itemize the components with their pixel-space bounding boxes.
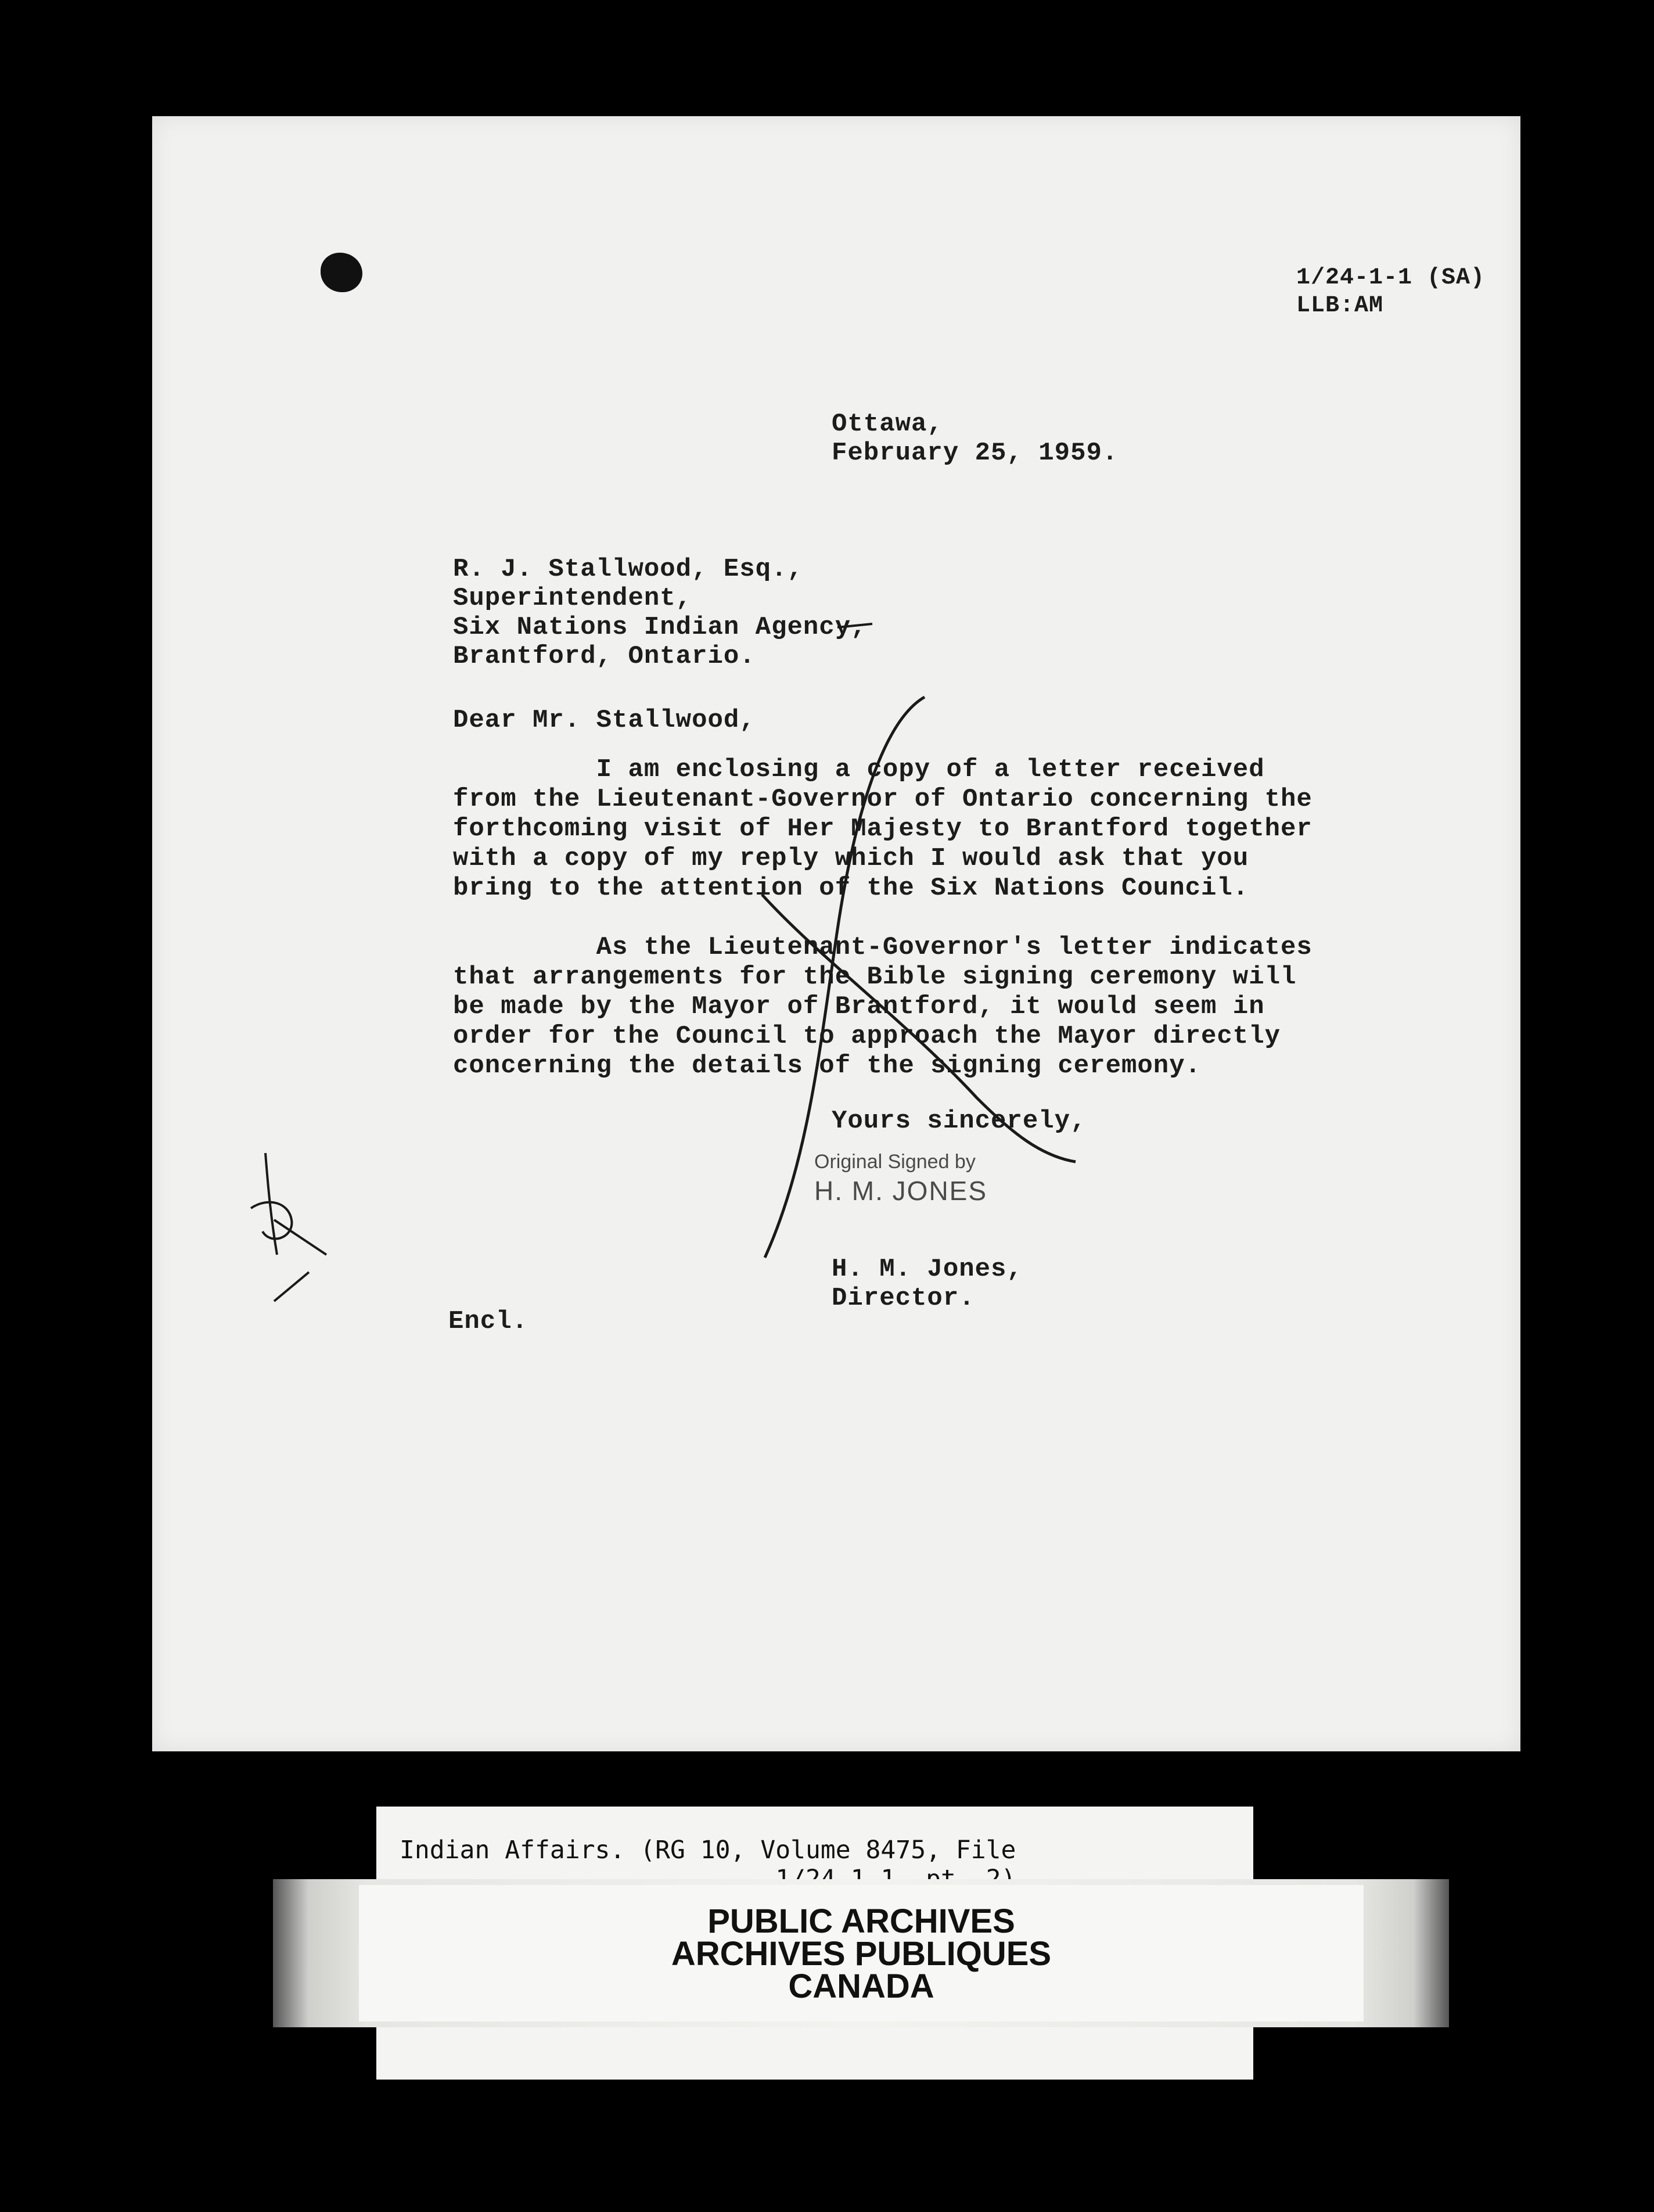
closing: Yours sincerely, [832,1107,1087,1136]
archive-label-line-3: CANADA [788,1967,934,2005]
archive-label-text [359,1902,1364,2005]
body-line: that arrangements for the Bible signing ceremony will [453,963,1297,992]
typist-initials: LLB:AM [1296,293,1384,319]
stamp-line-2: H. M. JONES [814,1176,988,1206]
signer-title: Director. [832,1284,975,1313]
caption-line-1: Indian Affairs. (RG 10, Volume 8475, File [400,1836,1016,1865]
body-line: with a copy of my reply which I would ask that you [453,844,1249,873]
body-line: concerning the details of the signing ceremony. [453,1051,1202,1080]
letter-page [152,116,1520,1751]
body-line: from the Lieutenant-Governor of Ontario concerning the [453,785,1313,814]
body-line: order for the Council to approach the Mayor directly [453,1022,1281,1051]
stamp-line-1: Original Signed by [814,1151,976,1173]
recipient-line: Superintendent, [453,584,692,613]
pen-marks [152,116,1520,1751]
body-line: forthcoming visit of Her Majesty to Brantford together [453,814,1313,843]
pen-stroke-diagonal [765,697,925,1258]
handwritten-initials [251,1153,326,1255]
letter-date: February 25, 1959. [832,439,1119,468]
archive-label-line-2: ARCHIVES PUBLIQUES [671,1935,1052,1973]
pen-tick [274,1272,309,1301]
body-line: be made by the Mayor of Brantford, it would seem in [453,992,1265,1021]
archive-label-line-1: PUBLIC ARCHIVES [707,1902,1015,1940]
signer-name: H. M. Jones, [832,1255,1023,1284]
archive-label-strip [273,1879,1449,2027]
body-line: I am enclosing a copy of a letter received [453,755,1265,784]
archive-label [359,1885,1364,2021]
pen-stroke-cross [762,895,1076,1162]
recipient-line: Brantford, Ontario. [453,642,756,671]
file-reference: 1/24-1-1 (SA) [1296,265,1486,291]
salutation: Dear Mr. Stallwood, [453,706,756,735]
enclosure-note: Encl. [448,1307,528,1336]
recipient-line: Six Nations Indian Agency, [453,613,867,642]
body-line: bring to the attention of the Six Nations Council. [453,874,1249,903]
recipient-line: R. J. Stallwood, Esq., [453,555,803,584]
pen-dash [837,624,872,627]
body-line: As the Lieutenant-Governor's letter indicates [453,933,1313,962]
place: Ottawa, [832,410,943,439]
